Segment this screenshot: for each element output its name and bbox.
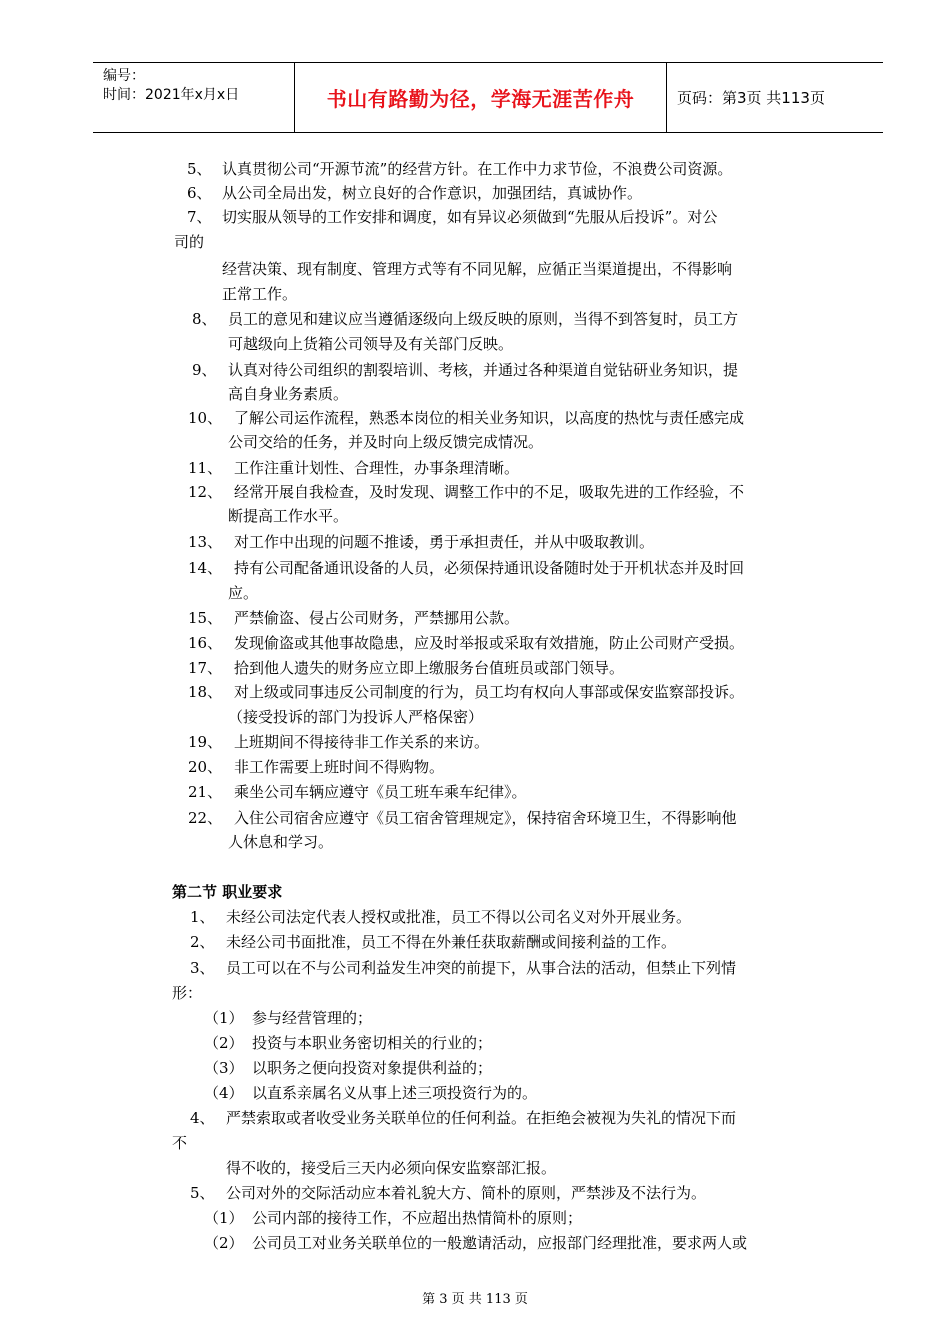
item-text: 司的 [174, 233, 205, 251]
item-text: （接受投诉的部门为投诉人严格保密） [228, 708, 484, 726]
item-text: 投资与本职业务密切相关的行业的； [252, 1034, 493, 1052]
time-label: 时间：2021年x月x日 [103, 87, 240, 103]
item-text: 非工作需要上班时间不得购物。 [234, 758, 445, 776]
item-text: 对上级或同事违反公司制度的行为，员工均有权向人事部或保安监察部投诉。 [234, 683, 745, 701]
item-number: 5、 [190, 1184, 215, 1202]
item-number: 1、 [190, 908, 215, 926]
item-number: 16、 [188, 634, 223, 652]
item-text: 人休息和学习。 [228, 833, 334, 851]
item-number: 12、 [188, 483, 223, 501]
item-text: 经营决策、现有制度、管理方式等有不同见解，应循正当渠道提出，不得影响 [222, 260, 733, 278]
section-title: 第二节 职业要求 [172, 883, 283, 901]
item-number: 20、 [188, 758, 223, 776]
item-text: 认真对待公司组织的割裂培训、考核，并通过各种渠道自觉钻研业务知识，提 [228, 361, 739, 379]
item-number: 21、 [188, 783, 223, 801]
item-number: 13、 [188, 533, 223, 551]
item-text: 可越级向上货箱公司领导及有关部门反映。 [228, 335, 514, 353]
item-number: 5、 [187, 160, 212, 178]
item-number: 3、 [190, 959, 215, 977]
item-number: 4、 [190, 1109, 215, 1127]
item-number: 17、 [188, 659, 223, 677]
item-text: 未经公司法定代表人授权或批准，员工不得以公司名义对外开展业务。 [226, 908, 692, 926]
item-text: 得不收的，接受后三天内必须向保安监察部汇报。 [226, 1159, 557, 1177]
header-meta [93, 63, 295, 132]
item-text: 持有公司配备通讯设备的人员，必须保持通讯设备随时处于开机状态并及时回 [234, 559, 745, 577]
item-text: 未经公司书面批准，员工不得在外兼任获取薪酬或间接利益的工作。 [226, 933, 677, 951]
item-number: 8、 [192, 310, 217, 328]
item-text: 形： [172, 984, 203, 1002]
item-text: 断提高工作水平。 [228, 507, 349, 525]
item-text: 员工可以在不与公司利益发生冲突的前提下，从事合法的活动，但禁止下列情 [226, 959, 737, 977]
item-text: 严禁偷盗、侵占公司财务，严禁挪用公款。 [234, 609, 520, 627]
item-text: 公司交给的任务，并及时向上级反馈完成情况。 [228, 433, 544, 451]
item-text: 入住公司宿舍应遵守《员工宿舍管理规定》，保持宿舍环境卫生，不得影响他 [234, 809, 737, 827]
item-number: 11、 [188, 459, 223, 477]
item-text: 严禁索取或者收受业务关联单位的任何利益。在拒绝会被视为失礼的情况下而 [226, 1109, 737, 1127]
number-label: 编号： [103, 68, 145, 84]
page-header [93, 62, 883, 133]
item-number: 9、 [192, 361, 217, 379]
page-footer: 第 3 页 共 113 页 [422, 1292, 528, 1307]
item-number: 22、 [188, 809, 223, 827]
item-text: 了解公司运作流程，熟悉本岗位的相关业务知识，以高度的热忱与责任感完成 [234, 409, 745, 427]
item-number: （4） [204, 1084, 244, 1102]
header-page-label: 页码：第3页 共113页 [677, 89, 825, 107]
header-motto: 书山有路勤为径，学海无涯苦作舟 [295, 63, 667, 132]
item-text: 员工的意见和建议应当遵循逐级向上级反映的原则，当得不到答复时，员工方 [228, 310, 739, 328]
item-text: 公司内部的接待工作，不应超出热情简朴的原则； [252, 1209, 583, 1227]
item-number: 18、 [188, 683, 223, 701]
item-number: 6、 [187, 184, 212, 202]
item-text: 对工作中出现的问题不推诿，勇于承担责任，并从中吸取教训。 [234, 533, 655, 551]
item-number: （2） [204, 1234, 244, 1252]
item-text: 正常工作。 [222, 285, 298, 303]
item-text: 从公司全局出发，树立良好的合作意识，加强团结，真诚协作。 [222, 184, 643, 202]
item-text: 乘坐公司车辆应遵守《员工班车乘车纪律》。 [234, 783, 527, 801]
item-number: 14、 [188, 559, 223, 577]
item-number: 19、 [188, 733, 223, 751]
item-number: 7、 [187, 208, 212, 226]
item-text: 切实服从领导的工作安排和调度，如有异议必须做到“先服从后投诉”。对公 [222, 208, 718, 226]
item-text: 应。 [228, 584, 259, 602]
item-number: （1） [204, 1209, 244, 1227]
item-text: 拾到他人遗失的财务应立即上缴服务台值班员或部门领导。 [234, 659, 625, 677]
item-text: 以职务之便向投资对象提供利益的； [252, 1059, 493, 1077]
item-text: 发现偷盗或其他事故隐患，应及时举报或采取有效措施，防止公司财产受损。 [234, 634, 745, 652]
item-number: 15、 [188, 609, 223, 627]
item-text: 工作注重计划性、合理性，办事条理清晰。 [234, 459, 520, 477]
item-text: 公司对外的交际活动应本着礼貌大方、简朴的原则，严禁涉及不法行为。 [226, 1184, 707, 1202]
item-text: 上班期间不得接待非工作关系的来访。 [234, 733, 490, 751]
item-number: 10、 [188, 409, 223, 427]
item-text: 认真贯彻公司“开源节流”的经营方针。在工作中力求节俭，不浪费公司资源。 [222, 160, 733, 178]
item-text: 公司员工对业务关联单位的一般邀请活动，应报部门经理批准，要求两人或 [252, 1234, 748, 1252]
item-text: 不 [172, 1134, 188, 1152]
item-number: 2、 [190, 933, 215, 951]
item-text: 以直系亲属名义从事上述三项投资行为的。 [252, 1084, 538, 1102]
item-text: 参与经营管理的； [252, 1009, 373, 1027]
item-text: 经常开展自我检查，及时发现、调整工作中的不足，吸取先进的工作经验，不 [234, 483, 745, 501]
item-number: （1） [204, 1009, 244, 1027]
item-number: （3） [204, 1059, 244, 1077]
item-number: （2） [204, 1034, 244, 1052]
item-text: 高自身业务素质。 [228, 385, 349, 403]
